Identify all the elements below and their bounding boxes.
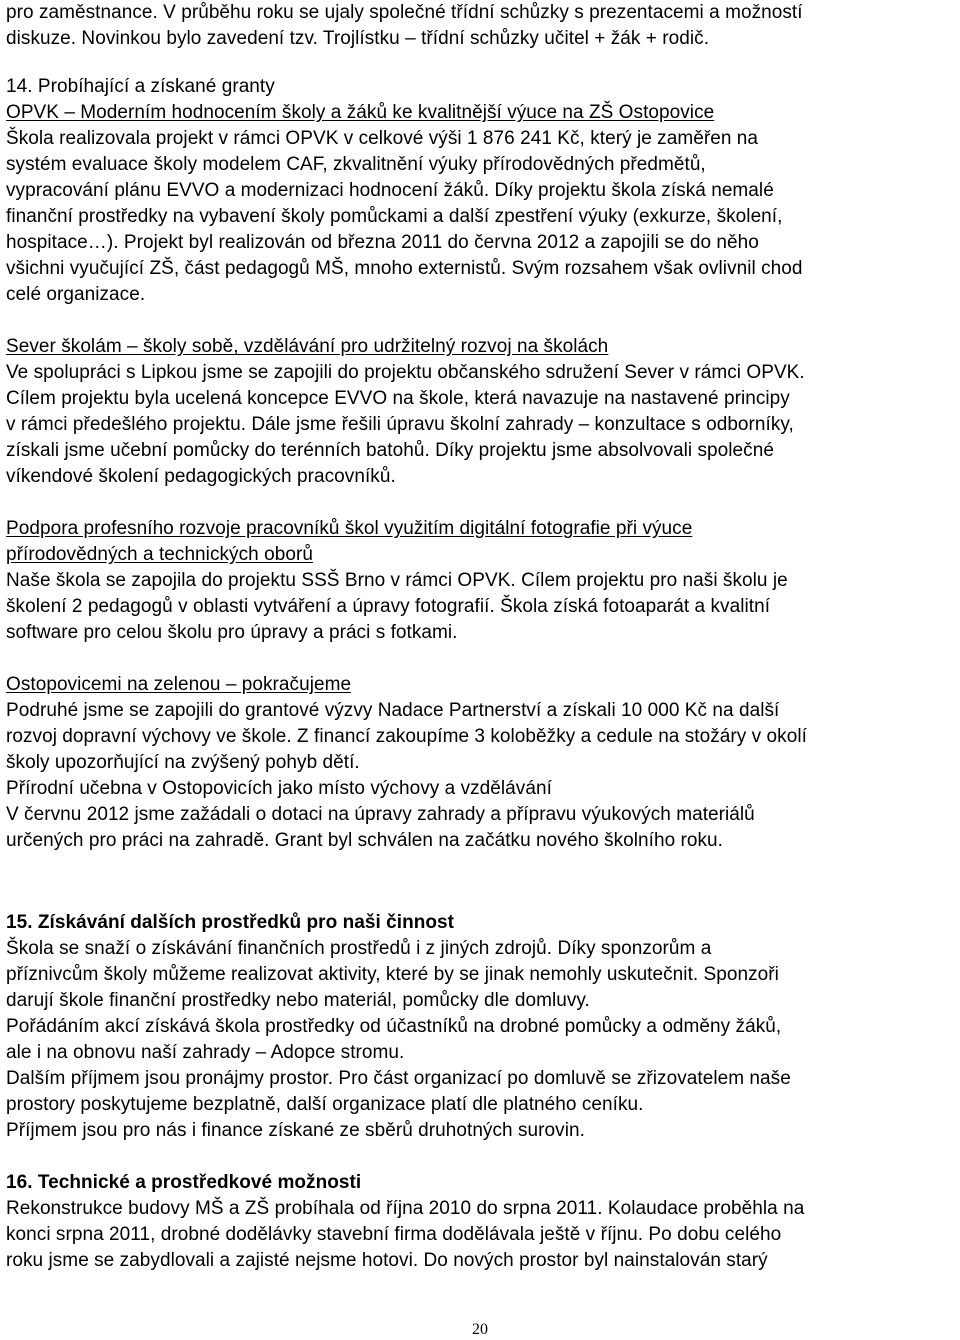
- project-title: přírodovědných a technických oborů: [6, 544, 313, 565]
- text-line: Cílem projektu byla ucelená koncepce EVVO na škole, která navazuje na nastavené principy: [6, 388, 790, 409]
- spacer: [6, 1144, 956, 1170]
- text-line: konci srpna 2011, drobné dodělávky stavební firma dodělávala ještě v říjnu. Po dobu celého: [6, 1224, 782, 1245]
- text-line: darují škole finanční prostředky nebo materiál, pomůcky dle domluvy.: [6, 990, 590, 1011]
- page-number: 20: [472, 1321, 488, 1338]
- text-line: v rámci předešlého projektu. Dále jsme řešili úpravu školní zahrady – konzultace s odborníky,: [6, 414, 794, 435]
- project-ostopovice-green: [6, 672, 956, 854]
- text-line: školy upozorňující na zvýšený pohyb dětí.: [6, 752, 360, 773]
- spacer: [6, 646, 956, 672]
- text-line: Škola realizovala projekt v rámci OPVK v celkové výši 1 876 241 Kč, který je zaměřen na: [6, 128, 759, 149]
- text-line: diskuze. Novinkou bylo zavedení tzv. Trojlístku – třídní schůzky učitel + žák + rodič.: [6, 28, 710, 49]
- text-line: systém evaluace školy modelem CAF, zkvalitnění výuky přírodovědných předmětů,: [6, 154, 706, 175]
- text-line: hospitace…). Projekt byl realizován od března 2011 do června 2012 a zapojili se do něho: [6, 232, 759, 253]
- text-line: celé organizace.: [6, 284, 146, 305]
- text-line: příznivcům školy můžeme realizovat aktivity, které by se jinak nemohly uskutečnit. Sponzoři: [6, 964, 779, 985]
- text-line: školení 2 pedagogů v oblasti vytváření a úpravy fotografií. Škola získá fotoaparát a kvalitní: [6, 596, 771, 617]
- section-16: [6, 1170, 956, 1274]
- spacer: [6, 490, 956, 516]
- section-heading: 15. Získávání dalších prostředků pro naši činnost: [6, 912, 455, 933]
- text-line: pro zaměstnance. V průběhu roku se ujaly společné třídní schůzky s prezentacemi a možností: [6, 2, 803, 23]
- text-line: všichni vyučující ZŠ, část pedagogů MŠ, mnoho externistů. Svým rozsahem však ovlivnil chod: [6, 258, 803, 279]
- text-line: Ve spolupráci s Lipkou jsme se zapojili do projektu občanského sdružení Sever v rámci OPVK.: [6, 362, 805, 383]
- section-14: [6, 74, 956, 854]
- text-line: Naše škola se zapojila do projektu SSŠ Brno v rámci OPVK. Cílem projektu pro naši školu je: [6, 570, 788, 591]
- text-line: Přírodní učebna v Ostopovicích jako místo výchovy a vzdělávání: [6, 778, 552, 799]
- text-line: Škola se snaží o získávání finančních prostředů i z jiných zdrojů. Díky sponzorům a: [6, 938, 712, 959]
- project-opvk: [6, 100, 956, 308]
- text-line: Podruhé jsme se zapojili do grantové výzvy Nadace Partnerství a získali 10 000 Kč na další: [6, 700, 780, 721]
- document-page: [6, 0, 956, 1274]
- text-line: Rekonstrukce budovy MŠ a ZŠ probíhala od října 2010 do srpna 2011. Kolaudace proběhla na: [6, 1198, 805, 1219]
- text-line: víkendové školení pedagogických pracovníků.: [6, 466, 396, 487]
- project-title: OPVK – Moderním hodnocením školy a žáků ke kvalitnější výuce na ZŠ Ostopovice: [6, 102, 715, 123]
- project-sever: [6, 334, 956, 490]
- text-line: určených pro práci na zahradě. Grant byl schválen na začátku nového školního roku.: [6, 830, 724, 851]
- text-line: finanční prostředky na vybavení školy pomůckami a další zpestření výuky (exkurze, školení,: [6, 206, 783, 227]
- project-title: Podpora profesního rozvoje pracovníků škol využitím digitální fotografie při výuce: [6, 518, 693, 539]
- text-line: rozvoj dopravní výchovy ve škole. Z financí zakoupíme 3 koloběžky a cedule na stožáry v okolí: [6, 726, 807, 747]
- section-heading: 16. Technické a prostředkové možnosti: [6, 1172, 362, 1193]
- intro-paragraph: [6, 0, 956, 52]
- spacer: [6, 52, 956, 74]
- spacer: [6, 854, 956, 910]
- spacer: [6, 308, 956, 334]
- project-title: Ostopovicemi na zelenou – pokračujeme: [6, 674, 352, 695]
- text-line: software pro celou školu pro úpravy a práci s fotkami.: [6, 622, 458, 643]
- text-line: Dalším příjmem jsou pronájmy prostor. Pro část organizací po domluvě se zřizovatelem naše: [6, 1068, 791, 1089]
- project-digital-photo: [6, 516, 956, 646]
- text-line: Pořádáním akcí získává škola prostředky od účastníků na drobné pomůcky a odměny žáků,: [6, 1016, 782, 1037]
- text-line: Příjmem jsou pro nás i finance získané ze sběrů druhotných surovin.: [6, 1120, 585, 1141]
- section-15: [6, 910, 956, 1144]
- project-title: Sever školám – školy sobě, vzdělávání pro udržitelný rozvoj na školách: [6, 336, 609, 357]
- text-line: prostory poskytujeme bezplatně, další organizace platí dle platného ceníku.: [6, 1094, 644, 1115]
- text-line: získali jsme učební pomůcky do terénních batohů. Díky projektu jsme absolvovali společné: [6, 440, 774, 461]
- section-heading: 14. Probíhající a získané granty: [6, 76, 275, 97]
- text-line: V červnu 2012 jsme zažádali o dotaci na úpravy zahrady a přípravu výukových materiálů: [6, 804, 755, 825]
- text-line: roku jsme se zabydlovali a zajisté nejsme hotovi. Do nových prostor byl nainstalován starý: [6, 1250, 768, 1271]
- text-line: vypracování plánu EVVO a modernizaci hodnocení žáků. Díky projektu škola získá nemalé: [6, 180, 774, 201]
- text-line: ale i na obnovu naší zahrady – Adopce stromu.: [6, 1042, 405, 1063]
